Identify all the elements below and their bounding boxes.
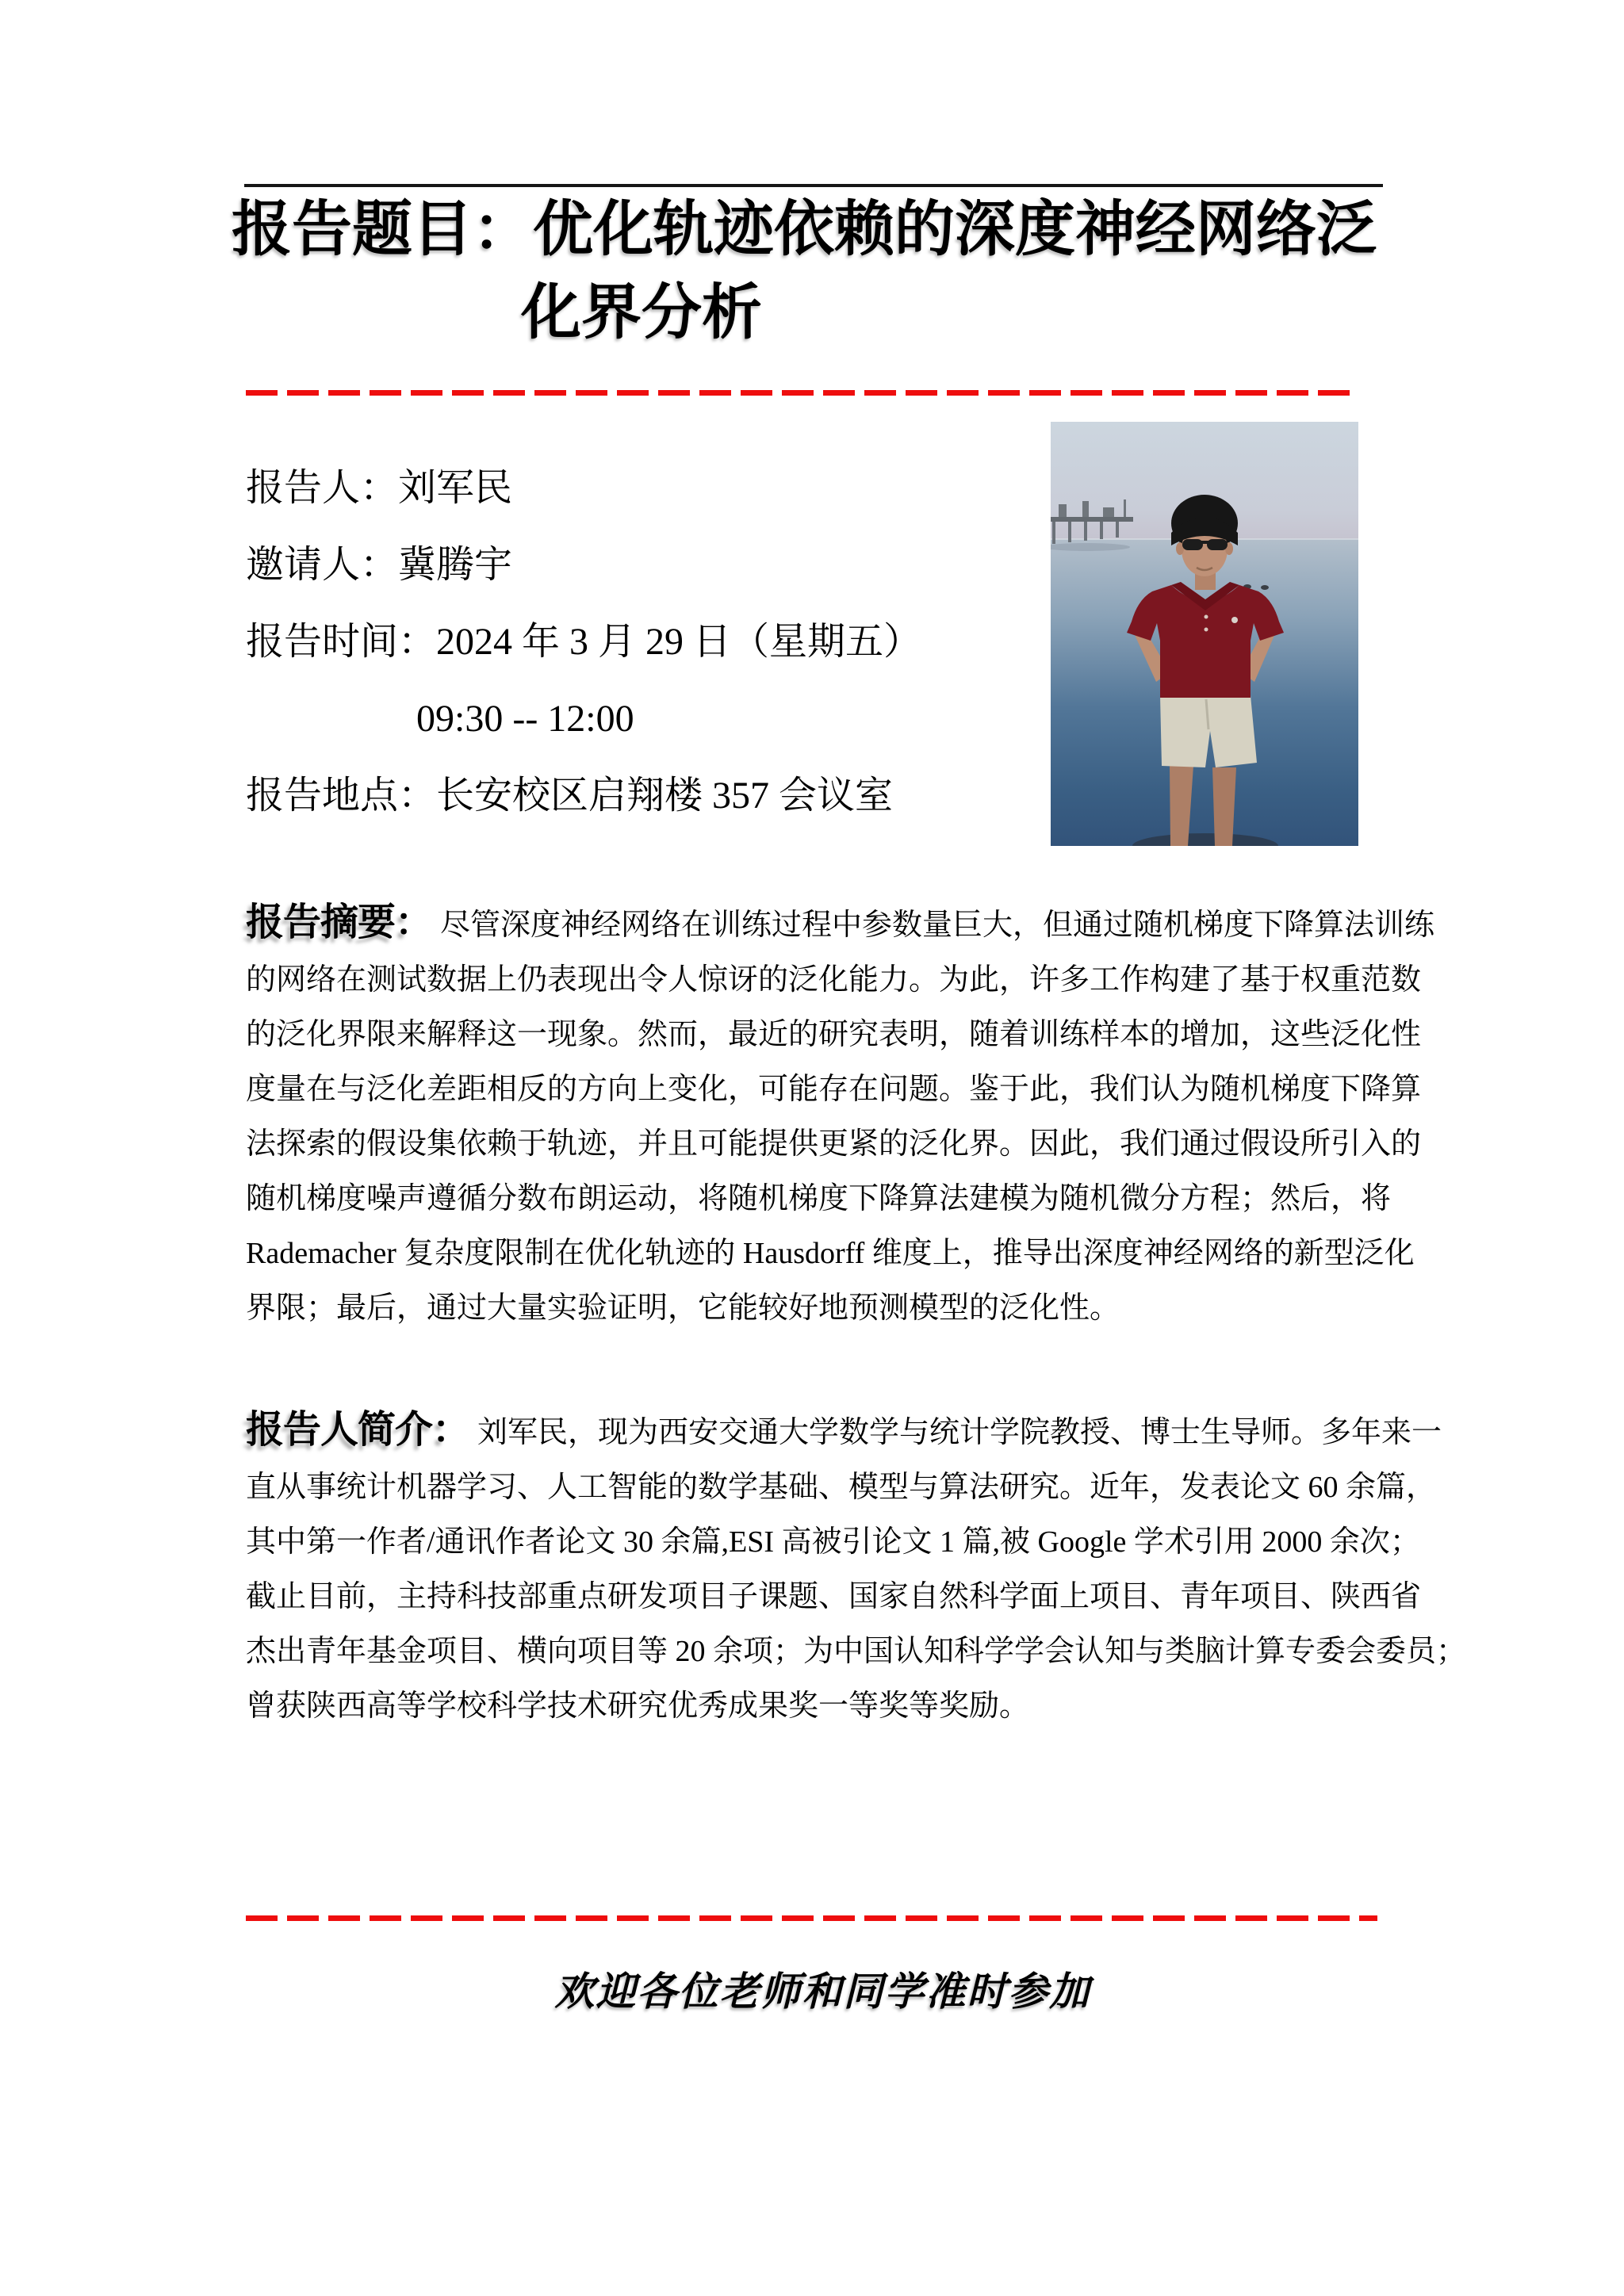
abstract-line: 的网络在测试数据上仍表现出令人惊讶的泛化能力。为此，许多工作构建了基于权重范数 [246, 963, 1422, 997]
abstract-line: 度量在与泛化差距相反的方向上变化，可能存在问题。鉴于此，我们认为随机梯度下降算 [246, 1073, 1422, 1106]
bio-line: 其中第一作者/通讯作者论文 30 余篇,ESI 高被引论文 1 篇,被 Google 学术引用 2000 余次； [246, 1525, 1420, 1559]
abstract-line: 界限；最后，通过大量实验证明，它能较好地预测模型的泛化性。 [246, 1292, 1120, 1325]
bio-paragraph [246, 1402, 1467, 1734]
bio-line: 曾获陕西高等学校科学技术研究优秀成果奖一等奖等奖励。 [246, 1689, 1030, 1723]
page-title-line2: 化界分析 [521, 279, 762, 346]
abstract-line: 随机梯度噪声遵循分数布朗运动，将随机梯度下降算法建模为随机微分方程；然后，将 [246, 1182, 1392, 1215]
location-line: 报告地点：长安校区启翔楼 357 会议室 [246, 775, 894, 817]
abstract-line-text: 尽管深度神经网络在训练过程中参数量巨大，但通过随机梯度下降算法训练 [440, 909, 1435, 942]
inviter-line: 邀请人：冀腾宇 [246, 544, 513, 586]
time-range-line: 09:30 -- 12:00 [416, 698, 634, 740]
seminar-info-block [246, 450, 1039, 834]
abstract-paragraph [246, 895, 1435, 1336]
abstract-header: 报告摘要： [246, 901, 433, 943]
bio-line-text: 刘军民，现为西安交通大学数学与统计学院教授、博士生导师。多年来一 [477, 1416, 1442, 1449]
bio-line: 杰出青年基金项目、横向项目等 20 余项；为中国认知科学学会认知与类脑计算专委会委员； [246, 1635, 1467, 1668]
abstract-line: 的泛化界限来解释这一现象。然而，最近的研究表明，随着训练样本的增加，这些泛化性 [246, 1018, 1422, 1051]
speaker-line: 报告人：刘军民 [246, 467, 513, 509]
page-title-line1: 报告题目：优化轨迹依赖的深度神经网络泛 [232, 196, 1377, 263]
bio-line [246, 1402, 1442, 1460]
speaker-photo [1051, 422, 1358, 846]
abstract-line: 法探索的假设集依赖于轨迹，并且可能提供更紧的泛化界。因此，我们通过假设所引入的 [246, 1127, 1422, 1161]
red-dashed-divider-top [246, 390, 1350, 396]
top-horizontal-rule [244, 184, 1383, 187]
bio-header: 报告人简介： [246, 1409, 470, 1451]
abstract-line [246, 895, 1435, 953]
datetime-line: 报告时间：2024 年 3 月 29 日（星期五） [246, 621, 922, 663]
speaker-photo-image [1051, 422, 1358, 846]
red-dashed-divider-bottom [246, 1915, 1377, 1921]
bio-line: 直从事统计机器学习、人工智能的数学基础、模型与算法研究。近年，发表论文 60 余篇， [246, 1471, 1437, 1504]
welcome-message: 欢迎各位老师和同学准时参加 [554, 1969, 1091, 2014]
abstract-line: Rademacher 复杂度限制在优化轨迹的 Hausdorff 维度上，推导出深度神经网络的新型泛化 [246, 1237, 1415, 1270]
bio-line: 截止目前，主持科技部重点研发项目子课题、国家自然科学面上项目、青年项目、陕西省 [246, 1580, 1422, 1613]
